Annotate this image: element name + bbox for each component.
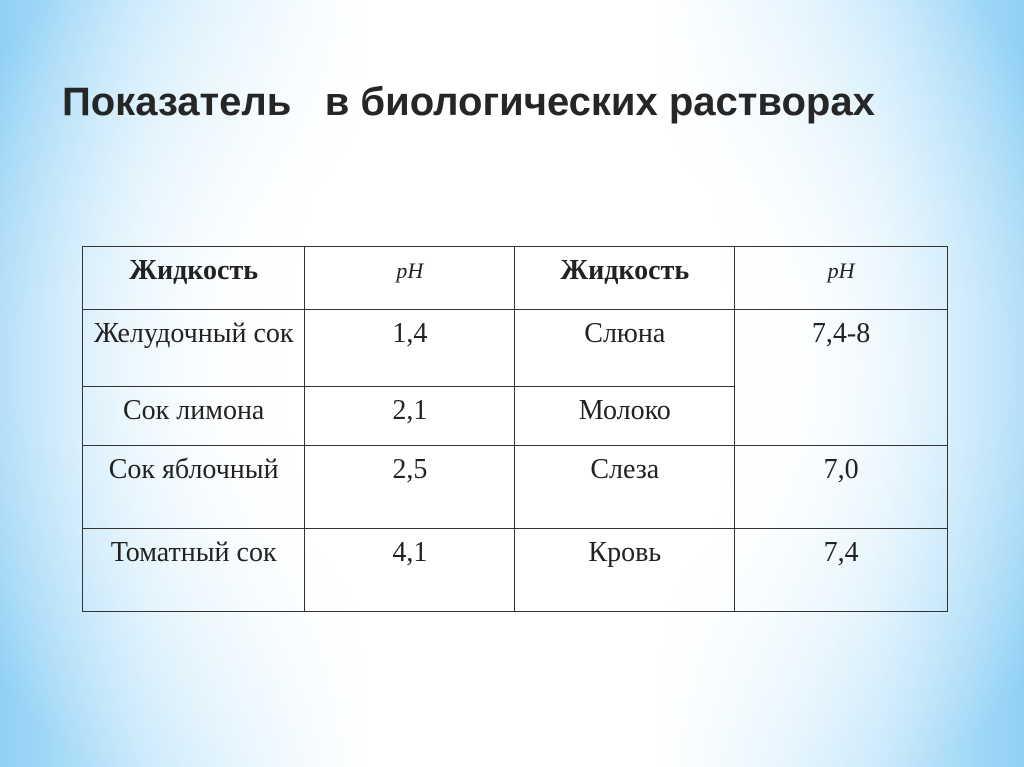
- slide-title: Показатель в биологических растворах: [62, 80, 875, 124]
- ph-table: [82, 246, 948, 612]
- liquid-cell: Желудочный сок: [83, 310, 305, 387]
- ph-merged-cell: 7,4-8: [735, 310, 948, 446]
- liquid-cell: Сок яблочный: [83, 446, 305, 529]
- table-row: [83, 529, 948, 612]
- ph-cell: 4,1: [305, 529, 515, 612]
- header-ph-1: pH: [305, 247, 515, 310]
- liquid-cell: Томатный сок: [83, 529, 305, 612]
- header-liquid-1: Жидкость: [83, 247, 305, 310]
- table-row: [83, 446, 948, 529]
- ph-cell: 1,4: [305, 310, 515, 387]
- liquid-cell: Кровь: [515, 529, 735, 612]
- header-liquid-2: Жидкость: [515, 247, 735, 310]
- liquid-cell: Сок лимона: [83, 387, 305, 446]
- liquid-cell: Слюна: [515, 310, 735, 387]
- table-row: [83, 310, 948, 387]
- liquid-cell: Слеза: [515, 446, 735, 529]
- ph-cell: 2,5: [305, 446, 515, 529]
- ph-cell: 7,0: [735, 446, 948, 529]
- ph-cell: 2,1: [305, 387, 515, 446]
- liquid-cell: Молоко: [515, 387, 735, 446]
- header-ph-2: pH: [735, 247, 948, 310]
- table-header-row: [83, 247, 948, 310]
- ph-cell: 7,4: [735, 529, 948, 612]
